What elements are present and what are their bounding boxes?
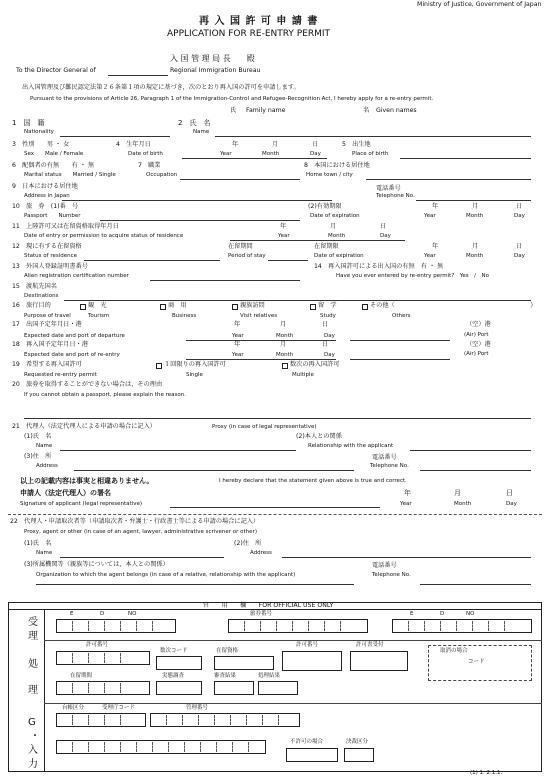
purpose-others-en: Others	[392, 313, 411, 319]
period-field[interactable]	[268, 260, 308, 261]
entry-date-label-en: Date of entry or permission to acquire status of residence	[24, 233, 184, 239]
declaration-jp: 以上の記載内容は事実と相違ありません。	[20, 477, 154, 485]
result-box	[214, 681, 254, 695]
addressee-bureau: Regional Immigration Bureau	[170, 67, 261, 74]
permit-no-box	[56, 651, 150, 665]
title-japanese: 再 入 国 許 可 申 請 書	[199, 16, 319, 27]
official-label-permit-no-2: 許可番号	[296, 642, 319, 648]
official-side-input-4: 力	[28, 759, 38, 770]
official-label-survey: 実態調査	[162, 673, 185, 679]
occupation-field[interactable]	[180, 179, 300, 180]
official-label-multi-code: 数次コード	[160, 648, 188, 654]
agent-org-field[interactable]	[36, 584, 354, 585]
official-label-period: 在留期間	[70, 673, 93, 679]
passport-expiry-label-jp: (2)有効期限	[308, 203, 342, 210]
family-name-jp: 氏	[230, 107, 237, 114]
permit-no-2-box	[282, 651, 342, 671]
nationality-field[interactable]	[60, 136, 170, 137]
sign-day: Day	[506, 501, 517, 507]
entry-month-jp: 月	[330, 223, 337, 230]
status-label-en: Status of residence	[24, 253, 78, 259]
proxy-name-label-en: Name	[36, 443, 53, 449]
hometown-label-en: Home town / city	[306, 172, 353, 178]
dep-day-jp: 日	[322, 321, 329, 328]
period-label-jp: 在留期間	[228, 243, 253, 250]
address-label-jp: 9 日本における居住地	[12, 183, 78, 190]
reentry-history-label-en: Have you ever entered by re-entry permit? Yes / No	[336, 273, 489, 279]
signature-field[interactable]	[170, 507, 380, 508]
section-divider	[8, 514, 542, 515]
no-passport-reason-field[interactable]	[24, 418, 531, 419]
agent-tel-label-jp: 電話番号	[372, 562, 397, 569]
proxy-address-label-jp: (3)住 所	[24, 453, 52, 460]
birthplace-label-en: Place of birth	[352, 151, 389, 157]
official-label-ledger: 台帳区分	[62, 705, 85, 711]
official-side-process-1: 処	[28, 659, 38, 670]
purpose-tourism-en: Tourism	[88, 313, 110, 319]
dob-label-jp: 4 生年月日	[116, 141, 151, 148]
status-year: Year	[424, 253, 436, 259]
passport-box	[228, 619, 368, 633]
agent-label-jp: 22 代理人・申請取次者等（申請取次者・弁護士・行政書士等による申請の場合に記入）	[10, 518, 260, 525]
official-label-cancel: 取消の場合	[440, 648, 468, 654]
status-year-jp: 年	[432, 243, 439, 250]
dob-month-jp: 月	[272, 141, 279, 148]
agent-name-label-jp: (1)氏 名	[24, 540, 52, 547]
ret-month-jp: 月	[280, 341, 287, 348]
dep-day: Day	[324, 333, 335, 339]
proxy-name-label-jp: (1)氏 名	[24, 433, 52, 440]
addressee-japanese: 入 国 管 理 局 長 殿	[170, 54, 255, 63]
agent-tel-label-en: Telephone No.	[372, 572, 411, 578]
entry-year-jp: 年	[280, 223, 287, 230]
status-day: Day	[514, 253, 525, 259]
agent-org-label-en: Organization to which the agent belongs (in case of a relative, relationship with the applicant)	[36, 572, 296, 578]
entry-day-jp: 日	[380, 223, 387, 230]
official-label-refusal: 不許可の場合	[290, 739, 324, 745]
destinations-label-jp: 15 渡航先国名	[12, 283, 57, 290]
sign-day-jp: 日	[506, 489, 513, 497]
title-english: APPLICATION FOR RE-ENTRY PERMIT	[167, 29, 331, 39]
proxy-name-field[interactable]	[60, 450, 296, 451]
expiry-month: Month	[466, 213, 484, 219]
purpose-business-en: Business	[172, 313, 197, 319]
departure-label-en: Expected date and port of departure	[24, 333, 125, 339]
agent-org-label-jp: (3)所属機関等（親族等については，本人との関係）	[24, 561, 169, 568]
passport-number-field[interactable]	[100, 220, 300, 221]
reentry-date-label-jp: 18 再入国予定年月日・港	[12, 341, 88, 348]
multi-code-box	[156, 656, 202, 670]
dob-field[interactable]	[182, 158, 327, 159]
status-field[interactable]	[84, 260, 220, 261]
proxy-label-en: Proxy (in case of legal representative)	[212, 424, 317, 430]
departure-port-field[interactable]	[350, 340, 450, 341]
official-label-d: D	[100, 611, 105, 617]
proxy-tel-label-jp: 電話番号	[372, 454, 397, 461]
proxy-address-field[interactable]	[74, 470, 354, 471]
sign-month: Month	[454, 501, 472, 507]
reentry-history-label-jp: 14 再入国許可による出入国の有無 有 ・ 無	[314, 263, 444, 270]
official-label-e: E	[70, 611, 74, 617]
refusal-box	[286, 748, 338, 762]
purpose-label-jp: 16 旅行目的	[12, 302, 51, 309]
period-box	[56, 681, 150, 695]
agent-tel-field[interactable]	[420, 584, 531, 585]
official-label-status: 在留資格	[216, 648, 239, 654]
dob-year-jp: 年	[232, 141, 239, 148]
nationality-label-en: Nationality	[24, 129, 54, 135]
given-name-jp: 名	[363, 107, 370, 114]
intro-japanese: 出入国管理及び難民認定法第２６条第１項の規定に基づき，次のとおり再入国の許可を申請します。	[22, 84, 300, 91]
permit-single-jp: １回限りの再入国許可	[164, 361, 226, 368]
occupation-label-jp: 7 職業	[138, 162, 161, 169]
ret-month: Month	[276, 352, 294, 358]
official-label-e2: E	[410, 611, 414, 617]
alien-reg-field[interactable]	[150, 280, 300, 281]
entry-year: Year	[278, 233, 290, 239]
expiry-day-jp: 日	[516, 203, 523, 210]
ledger-box	[56, 713, 146, 727]
ret-day: Day	[324, 352, 335, 358]
address-field[interactable]	[62, 200, 332, 201]
passport-label-en: Passport Number	[24, 213, 81, 219]
dob-day-jp: 日	[312, 141, 319, 148]
name-label-en: Name	[193, 129, 210, 135]
official-label-process-result: 処理結果	[258, 673, 281, 679]
official-label-no: NO	[128, 611, 137, 617]
form-code: (1) 1. 2.1.1.	[470, 770, 503, 776]
purpose-others-jp: その他（	[370, 302, 395, 309]
official-label-no2: NO	[466, 611, 475, 617]
declaration-en: I hereby declare that the statement given above is true and correct.	[219, 478, 407, 484]
agent-name-label-en: Name	[36, 550, 53, 556]
purpose-relatives-checkbox[interactable]	[232, 304, 238, 310]
ret-year: Year	[232, 352, 244, 358]
telephone-field[interactable]	[416, 200, 531, 201]
nationality-label-jp: 1 国 籍	[12, 119, 45, 127]
occupation-label-en: Occupation	[146, 172, 178, 178]
permit-single-checkbox[interactable]	[156, 363, 162, 369]
entry-date-label-jp: 11 上陸許可又は在留資格取得年月日	[12, 223, 119, 230]
purpose-tourism-checkbox[interactable]	[80, 304, 86, 310]
agent-name-field[interactable]	[60, 557, 224, 558]
reentry-port-field[interactable]	[350, 359, 450, 360]
status-expiry-label-jp: 在留期限	[314, 243, 339, 250]
ret-port-jp: （空）港	[466, 341, 491, 348]
process-result-box	[258, 681, 298, 695]
no-passport-label-en: If you cannot obtain a passport, please explain the reason.	[24, 392, 187, 398]
signature-label-jp: 申請人（法定代理人）の署名	[20, 489, 111, 497]
sign-year: Year	[400, 501, 412, 507]
proxy-tel-label-en: Telephone No.	[370, 463, 409, 469]
hometown-label-jp: 8 本国における居住地	[304, 162, 370, 169]
name-field[interactable]	[215, 136, 531, 137]
dep-year-jp: 年	[234, 321, 241, 328]
proxy-address-label-en: Address	[36, 463, 58, 469]
permit-type-label-jp: 19 希望する再入国許可	[12, 361, 82, 368]
official-label-cancel-code: コード	[468, 659, 485, 665]
official-label-passport: 旅券番号	[250, 611, 273, 617]
alien-reg-label-en: Alien registration certification number	[24, 273, 129, 279]
proxy-label-jp: 21 代理人（法定代理人による申請の場合に記入）	[12, 423, 156, 430]
purpose-study-checkbox[interactable]	[310, 304, 316, 310]
proxy-relation-label-en: Relationship with the applicant	[308, 443, 394, 449]
permit-type-label-en: Requested re-entry permit	[24, 372, 97, 378]
dob-month: Month	[262, 151, 280, 157]
official-label-mgmt-no: 管理番号	[186, 705, 209, 711]
official-label-result: 審査結果	[214, 673, 237, 679]
entry-month: Month	[328, 233, 346, 239]
hometown-field[interactable]	[366, 179, 531, 180]
dob-day: Day	[310, 151, 321, 157]
family-name-en: Family name	[246, 107, 286, 114]
purpose-business-checkbox[interactable]	[160, 304, 166, 310]
ret-day-jp: 日	[322, 341, 329, 348]
intro-english: Pursuant to the provisions of Article 26, Paragraph 1 of the Immigration-Control and Refugee-Recognition Act, I hereby apply for a re-entry permit.	[30, 96, 434, 102]
dep-month-jp: 月	[280, 321, 287, 328]
expiry-month-jp: 月	[472, 203, 479, 210]
status-expiry-label-en: Date of expiration	[314, 253, 364, 259]
sex-label-jp: 3 性別 男 ・ 女	[12, 141, 70, 148]
telephone-label-jp: 電話番号	[376, 185, 401, 192]
entry-day: Day	[380, 233, 391, 239]
status-label-jp: 12 現に有する在留資格	[12, 243, 82, 250]
receipt-number-box	[56, 619, 176, 633]
purpose-business-jp: 商 用	[168, 302, 187, 309]
addressee-to: To the Director General of	[16, 67, 96, 74]
purpose-relatives-jp: 親族訪問	[240, 302, 265, 309]
passport-expiry-label-en: Date of expiration	[310, 213, 360, 219]
ret-port-en: (Air) Port	[464, 351, 489, 357]
receipt-number-box-2	[392, 619, 532, 633]
agent-address-label-en: Address	[250, 550, 272, 556]
proxy-relation-label-jp: (2)本人との関係	[296, 433, 342, 440]
birthplace-field[interactable]	[400, 158, 531, 159]
purpose-tourism-jp: 観 光	[88, 302, 107, 309]
destinations-field[interactable]	[64, 300, 531, 301]
signature-label-en: Signature of applicant (legal representative)	[20, 501, 142, 507]
status-day-jp: 日	[516, 243, 523, 250]
official-label-d2: D	[440, 611, 445, 617]
reentry-date-label-en: Expected date and port of re-entry	[24, 352, 120, 358]
telephone-label-en: Telephone No.	[376, 193, 415, 199]
permit-multiple-jp: 数次の再入国許可	[290, 361, 340, 368]
official-label-permit-no: 許可番号	[86, 642, 109, 648]
proxy-relation-field[interactable]	[410, 450, 531, 451]
sign-year-jp: 年	[404, 489, 411, 497]
purpose-relatives-en: Visit relatives	[240, 313, 278, 319]
purpose-others-close: ）	[530, 301, 537, 309]
survey-box	[156, 681, 202, 695]
official-side-receipt-2: 理	[28, 631, 38, 642]
purpose-study-jp: 留 学	[318, 302, 337, 309]
expiry-year: Year	[424, 213, 436, 219]
official-side-receipt-1: 受	[28, 617, 38, 628]
purpose-label-en: Purpose of travel	[24, 313, 71, 319]
expiry-year-jp: 年	[432, 203, 439, 210]
official-use-header: 官 用 欄 FOR OFFICIAL USE ONLY	[200, 603, 336, 609]
marital-label-en: Marital status Married / Single	[24, 172, 116, 178]
proxy-tel-field[interactable]	[420, 470, 531, 471]
entry-date-field[interactable]	[230, 240, 405, 241]
departure-label-jp: 17 出国予定年月日・港	[12, 321, 82, 328]
official-label-office-code: 受理庁コード	[102, 705, 136, 711]
official-side-input-3: 入	[28, 745, 38, 756]
given-name-en: Given names	[376, 107, 417, 114]
official-side-input-2: ・	[30, 731, 40, 742]
purpose-study-en: Study	[320, 313, 336, 319]
dep-port-jp: （空）港	[466, 321, 491, 328]
agent-address-label-jp: (2)住 所	[234, 540, 262, 547]
permit-multiple-en: Multiple	[292, 372, 314, 378]
status-box	[214, 656, 274, 670]
expiry-day: Day	[514, 213, 525, 219]
period-label-en: Period of stay	[228, 253, 266, 259]
sign-month-jp: 月	[454, 489, 461, 497]
official-label-approval: 決裁区分	[346, 739, 369, 745]
approval-box	[344, 748, 374, 762]
address-label-en: Address in Japan	[24, 193, 70, 199]
official-side-input-1: G	[28, 717, 36, 728]
dob-year: Year	[220, 151, 232, 157]
permit-multiple-checkbox[interactable]	[282, 363, 288, 369]
official-label-permit-receipt: 許可書受付	[356, 642, 384, 648]
permit-single-en: Single	[186, 372, 203, 378]
marital-label-jp: 6 配偶者の有無 有 ・ 無	[12, 162, 95, 169]
official-side-process-2: 理	[28, 685, 38, 696]
agent-label-en: Proxy, agent or other (in case of an agent, lawyer, administrative scrivener or other)	[24, 529, 257, 535]
passport-label-jp: 10 旅 券 (1)番 号	[12, 203, 79, 210]
sex-label-en: Sex Male / Female	[24, 151, 84, 157]
departure-date-field[interactable]	[186, 340, 336, 341]
no-passport-label-jp: 20 旅券を取得することができない場合は，その理由	[12, 381, 163, 388]
dob-label-en: Date of birth	[128, 151, 163, 157]
status-month: Month	[466, 253, 484, 259]
name-label-jp: 2 氏 名	[178, 119, 211, 127]
status-month-jp: 月	[472, 243, 479, 250]
dep-year: Year	[232, 333, 244, 339]
ministry-label: Ministry of Justice, Government of Japan	[417, 1, 542, 8]
ret-year-jp: 年	[234, 341, 241, 348]
destinations-label-en: Destinations	[24, 293, 59, 299]
agent-address-field[interactable]	[282, 557, 531, 558]
purpose-others-checkbox[interactable]	[362, 304, 368, 310]
dep-port-en: (Air) Port	[464, 332, 489, 338]
birthplace-label-jp: 5 出生地	[342, 141, 371, 148]
alien-reg-label-jp: 13 外国人登録証明書番号	[12, 263, 88, 270]
reentry-date-field[interactable]	[186, 359, 336, 360]
dep-month: Month	[276, 333, 294, 339]
permit-receipt-box	[350, 651, 408, 671]
